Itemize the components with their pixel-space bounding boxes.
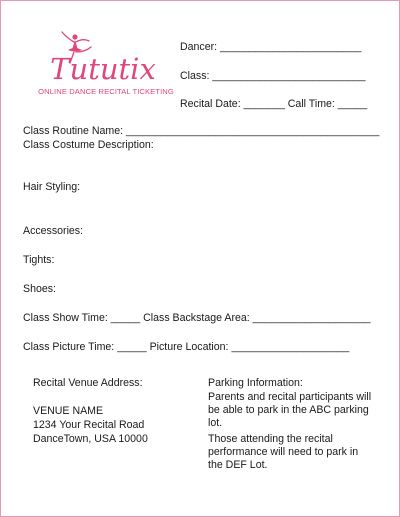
- hair-styling-field: Hair Styling:: [23, 181, 81, 193]
- tututix-logo: [31, 29, 181, 99]
- venue-city: DanceTown, USA 10000: [33, 433, 148, 445]
- picture-time-location-field: Class Picture Time: _____ Picture Location: ____________________: [23, 341, 350, 353]
- accessories-field: Accessories:: [23, 225, 84, 237]
- parking-heading: Parking Information:: [208, 377, 303, 389]
- show-time-backstage-field: Class Show Time: _____ Class Backstage Area: ____________________: [23, 312, 371, 324]
- venue-street: 1234 Your Recital Road: [33, 419, 145, 431]
- parking-attendees-text: Those attending the recital performance will need to park in the DEF Lot.: [208, 433, 359, 471]
- costume-description-field: Class Costume Description:: [23, 139, 154, 151]
- recital-date-call-time-field: Recital Date: _______ Call Time: _____: [180, 98, 368, 110]
- shoes-field: Shoes:: [23, 283, 56, 295]
- logo-tagline: ONLINE DANCE RECITAL TICKETING: [38, 87, 174, 96]
- ballerina-logo-icon: [31, 29, 181, 89]
- dancer-field: Dancer: ________________________: [180, 41, 362, 53]
- routine-name-field: Class Routine Name: ___________________________________________: [23, 125, 380, 137]
- brand-wordmark: Tututix: [50, 52, 156, 86]
- venue-name: VENUE NAME: [33, 405, 104, 417]
- tights-field: Tights:: [23, 254, 55, 266]
- venue-heading: Recital Venue Address:: [33, 377, 143, 389]
- parking-participants-text: Parents and recital participants will be able to park in the ABC parking lot.: [208, 391, 372, 429]
- class-field: Class: __________________________: [180, 70, 366, 82]
